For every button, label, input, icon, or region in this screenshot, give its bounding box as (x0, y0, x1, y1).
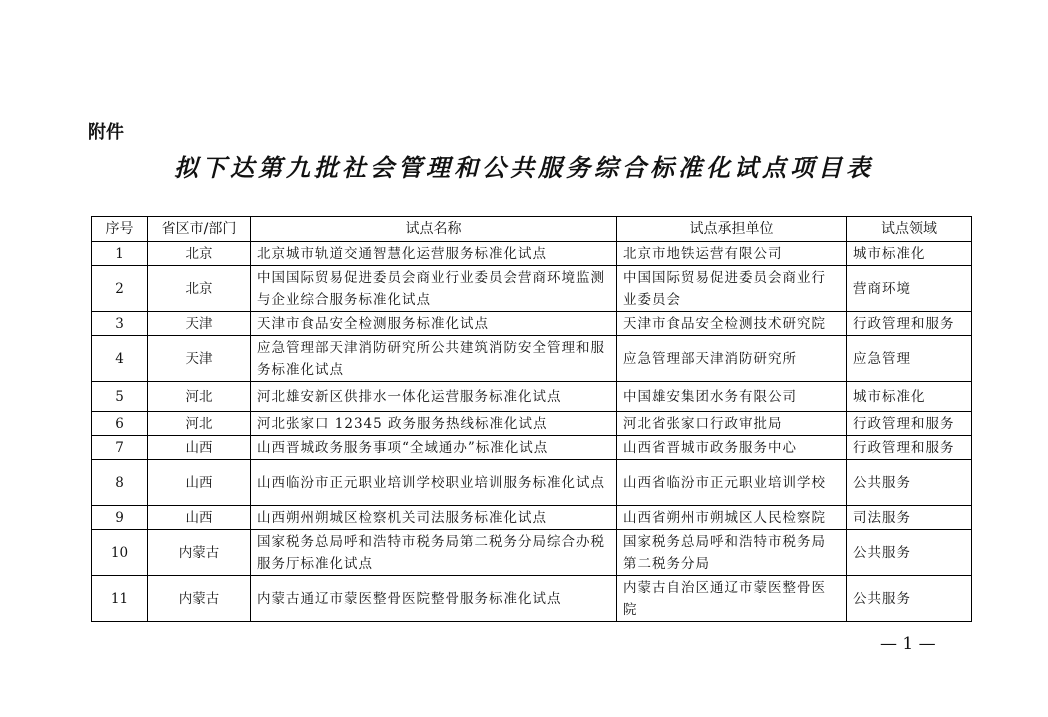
table-row (92, 266, 972, 312)
cell-region: 北京 (148, 266, 251, 312)
cell-region: 北京 (148, 242, 251, 266)
cell-region: 山西 (148, 436, 251, 460)
attachment-label: 附件 (88, 122, 124, 143)
cell-name: 国家税务总局呼和浩特市税务局第二税务分局综合办税服务厅标准化试点 (251, 530, 617, 576)
cell-region: 天津 (148, 336, 251, 382)
cell-name: 河北张家口 12345 政务服务热线标准化试点 (251, 412, 617, 436)
table-row (92, 506, 972, 530)
cell-field: 城市标准化 (847, 242, 972, 266)
header-unit: 试点承担单位 (617, 217, 847, 242)
cell-name: 中国国际贸易促进委员会商业行业委员会营商环境监测与企业综合服务标准化试点 (251, 266, 617, 312)
cell-no: 2 (92, 266, 148, 312)
cell-unit: 中国国际贸易促进委员会商业行业委员会 (617, 266, 847, 312)
table-row (92, 460, 972, 506)
cell-no: 3 (92, 312, 148, 336)
table-row (92, 312, 972, 336)
cell-field: 公共服务 (847, 530, 972, 576)
header-region: 省区市/部门 (148, 217, 251, 242)
cell-field: 行政管理和服务 (847, 436, 972, 460)
cell-no: 8 (92, 460, 148, 506)
cell-no: 6 (92, 412, 148, 436)
table-row (92, 242, 972, 266)
page-number: — 1 — (880, 634, 936, 654)
table-row (92, 382, 972, 412)
cell-name: 应急管理部天津消防研究所公共建筑消防安全管理和服务标准化试点 (251, 336, 617, 382)
cell-field: 城市标准化 (847, 382, 972, 412)
cell-field: 公共服务 (847, 460, 972, 506)
document-title: 拟下达第九批社会管理和公共服务综合标准化试点项目表 (174, 153, 874, 182)
header-name: 试点名称 (251, 217, 617, 242)
cell-no: 4 (92, 336, 148, 382)
cell-region: 山西 (148, 460, 251, 506)
cell-unit: 北京市地铁运营有限公司 (617, 242, 847, 266)
cell-field: 行政管理和服务 (847, 412, 972, 436)
cell-name: 内蒙古通辽市蒙医整骨医院整骨服务标准化试点 (251, 576, 617, 622)
table-row (92, 576, 972, 622)
cell-field: 司法服务 (847, 506, 972, 530)
cell-no: 5 (92, 382, 148, 412)
cell-region: 山西 (148, 506, 251, 530)
cell-name: 山西临汾市正元职业培训学校职业培训服务标准化试点 (251, 460, 617, 506)
cell-name: 天津市食品安全检测服务标准化试点 (251, 312, 617, 336)
cell-name: 山西朔州朔城区检察机关司法服务标准化试点 (251, 506, 617, 530)
cell-name: 北京城市轨道交通智慧化运营服务标准化试点 (251, 242, 617, 266)
cell-name: 山西晋城政务服务事项“全域通办”标准化试点 (251, 436, 617, 460)
cell-unit: 山西省临汾市正元职业培训学校 (617, 460, 847, 506)
cell-no: 11 (92, 576, 148, 622)
cell-unit: 内蒙古自治区通辽市蒙医整骨医院 (617, 576, 847, 622)
cell-field: 公共服务 (847, 576, 972, 622)
cell-no: 10 (92, 530, 148, 576)
cell-unit: 应急管理部天津消防研究所 (617, 336, 847, 382)
cell-region: 河北 (148, 412, 251, 436)
header-no: 序号 (92, 217, 148, 242)
cell-name: 河北雄安新区供排水一体化运营服务标准化试点 (251, 382, 617, 412)
cell-unit: 山西省晋城市政务服务中心 (617, 436, 847, 460)
cell-unit: 中国雄安集团水务有限公司 (617, 382, 847, 412)
cell-no: 9 (92, 506, 148, 530)
cell-unit: 山西省朔州市朔城区人民检察院 (617, 506, 847, 530)
cell-field: 应急管理 (847, 336, 972, 382)
table-row (92, 412, 972, 436)
cell-unit: 天津市食品安全检测技术研究院 (617, 312, 847, 336)
table-header-row (92, 217, 972, 242)
cell-unit: 国家税务总局呼和浩特市税务局第二税务分局 (617, 530, 847, 576)
cell-field: 行政管理和服务 (847, 312, 972, 336)
table-row (92, 436, 972, 460)
header-field: 试点领域 (847, 217, 972, 242)
cell-no: 7 (92, 436, 148, 460)
cell-field: 营商环境 (847, 266, 972, 312)
table-row (92, 530, 972, 576)
cell-region: 河北 (148, 382, 251, 412)
cell-region: 天津 (148, 312, 251, 336)
cell-region: 内蒙古 (148, 530, 251, 576)
cell-region: 内蒙古 (148, 576, 251, 622)
cell-unit: 河北省张家口行政审批局 (617, 412, 847, 436)
project-table (91, 216, 972, 622)
cell-no: 1 (92, 242, 148, 266)
table-row (92, 336, 972, 382)
